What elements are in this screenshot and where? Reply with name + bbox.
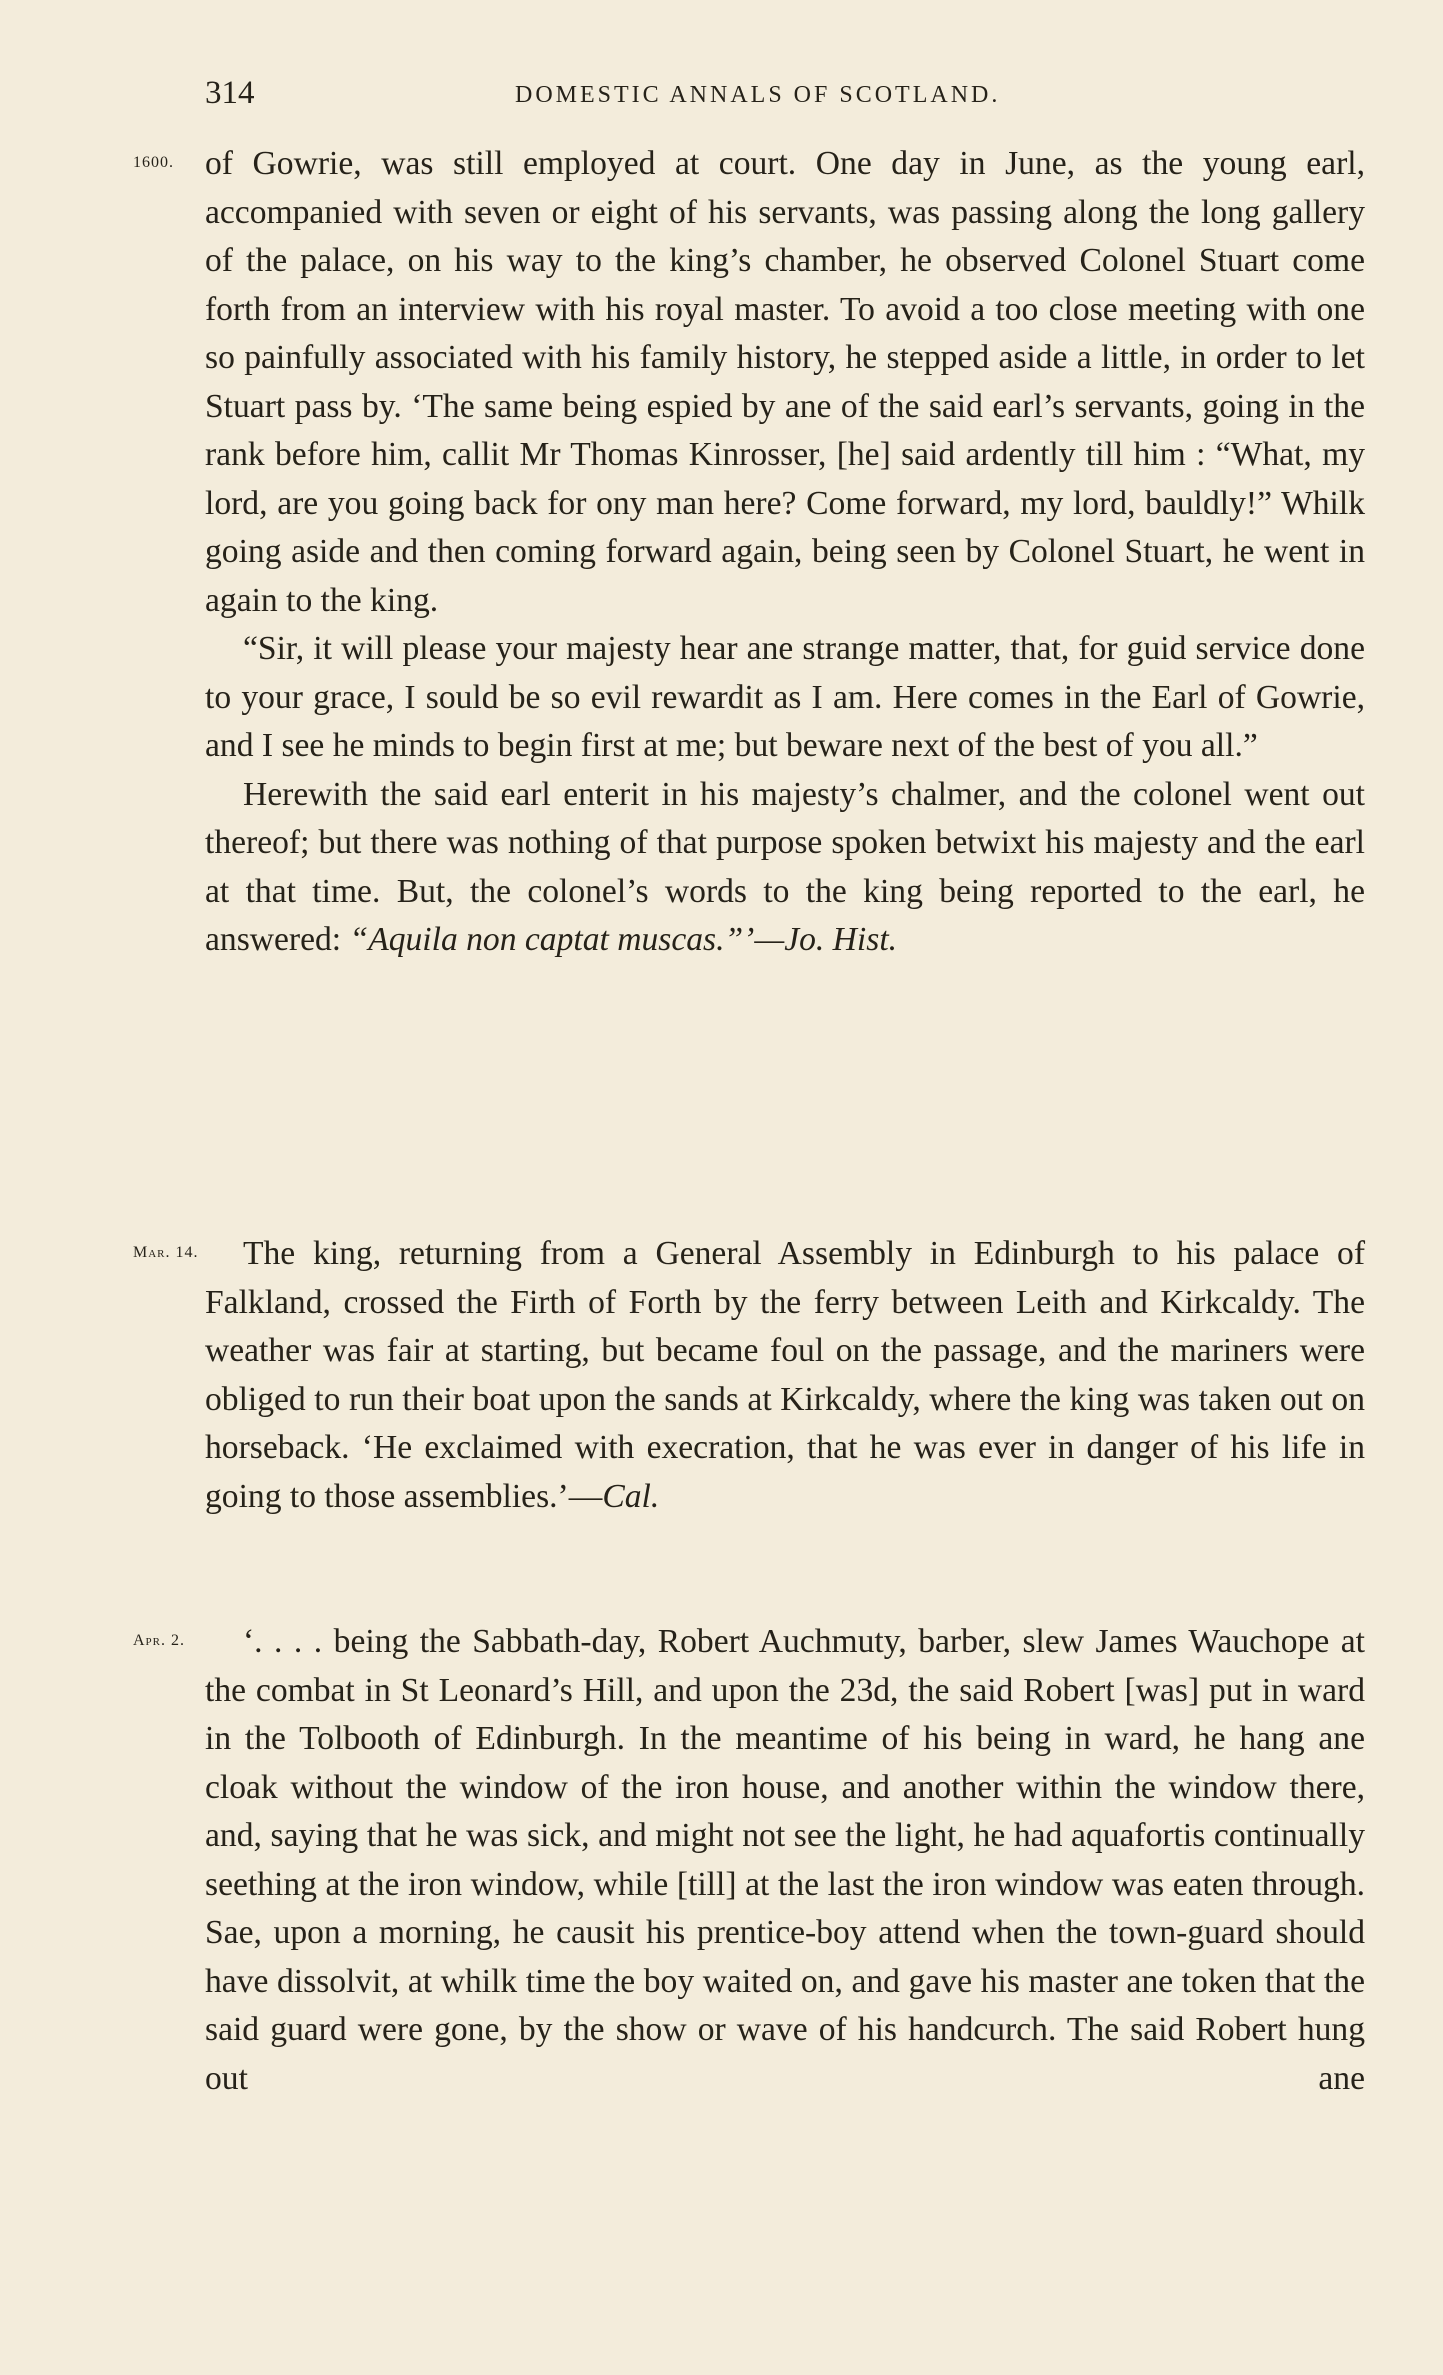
source-citation: Cal. [602,1477,660,1515]
paragraph: “Sir, it will please your majesty hear ane strange matter, that, for guid service done to your grace, I sould be so evil rewardit as I am. Here comes in the Earl of Gowrie, and I see he minds to begin first at me; but beware next of the best of you all.” [205,630,1365,764]
page-number: 314 [205,75,255,111]
latin-quote-citation: “Aquila non captat muscas.”’—Jo. Hist. [349,921,898,958]
entry-mar-14 [133,1230,1365,1521]
page-header [205,68,1365,118]
entry-apr-2 [133,1618,1365,2103]
entry-1600 [133,140,1365,965]
margin-date: Mar. 14. [133,1244,199,1261]
margin-date: Apr. 2. [133,1632,186,1649]
margin-date: 1600. [133,154,174,171]
paragraph [205,1230,1365,1521]
paragraph: of Gowrie, was still employed at court. One day in June, as the young earl, accompanied with seven or eight of his servants, was passing along the long gallery of the palace, on his way to the king’s chamber, he observed Colonel Stuart come forth from an interview with his royal master. To avoid a too close meeting with one so painfully associated with his family history, he stepped aside a little, in order to let Stuart pass by. ‘The same being espied by ane of the said earl’s servants, going in the rank before him, callit Mr Thomas Kinrosser, [he] said ardently till him : “What, my lord, are you going back for ony man here? Come forward, my lord, bauldly!” Whilk going aside and then coming forward again, being seen by Colonel Stuart, he went in again to the king. [205,145,1365,619]
paragraph: ‘. . . . being the Sabbath-day, Robert Auchmuty, barber, slew James Wauchope at the combat in St Leonard’s Hill, and upon the 23d, the said Robert [was] put in ward in the Tolbooth of Edinburgh. In the meantime of his being in ward, he hang ane cloak without the window of the iron house, and another within the window there, and, saying that he was sick, and might not see the light, he had aquafortis continually seething at the iron window, while [till] at the last the iron window was eaten through. Sae, upon a morning, he causit his prentice-boy attend when the town-guard should have dissolvit, at whilk time the boy waited on, and gave his master ane token that the said guard were gone, by the show or wave of his handcurch. The said Robert hung out ane [205,1623,1365,2097]
running-head: DOMESTIC ANNALS OF SCOTLAND. [515,82,1001,108]
paragraph-text: Herewith the said earl enterit in his majesty’s chalmer, and the colonel went out thereof; but there was nothing of that purpose spoken betwixt his majesty and the earl at that time. But, the colonel’s words to the king being reported to the earl, he answered: [205,775,1365,958]
paragraph [205,771,1365,965]
paragraph-text: The king, returning from a General Assembly in Edinburgh to his palace of Falkland, crossed the Firth of Forth by the ferry between Leith and Kirkcaldy. The weather was fair at starting, but became foul on the passage, and the mariners were obliged to run their boat upon the sands at Kirkcaldy, where the king was taken out on horseback. ‘He exclaimed with execration, that he was ever in danger of his life in going to those assemblies.’— [205,1235,1365,1515]
